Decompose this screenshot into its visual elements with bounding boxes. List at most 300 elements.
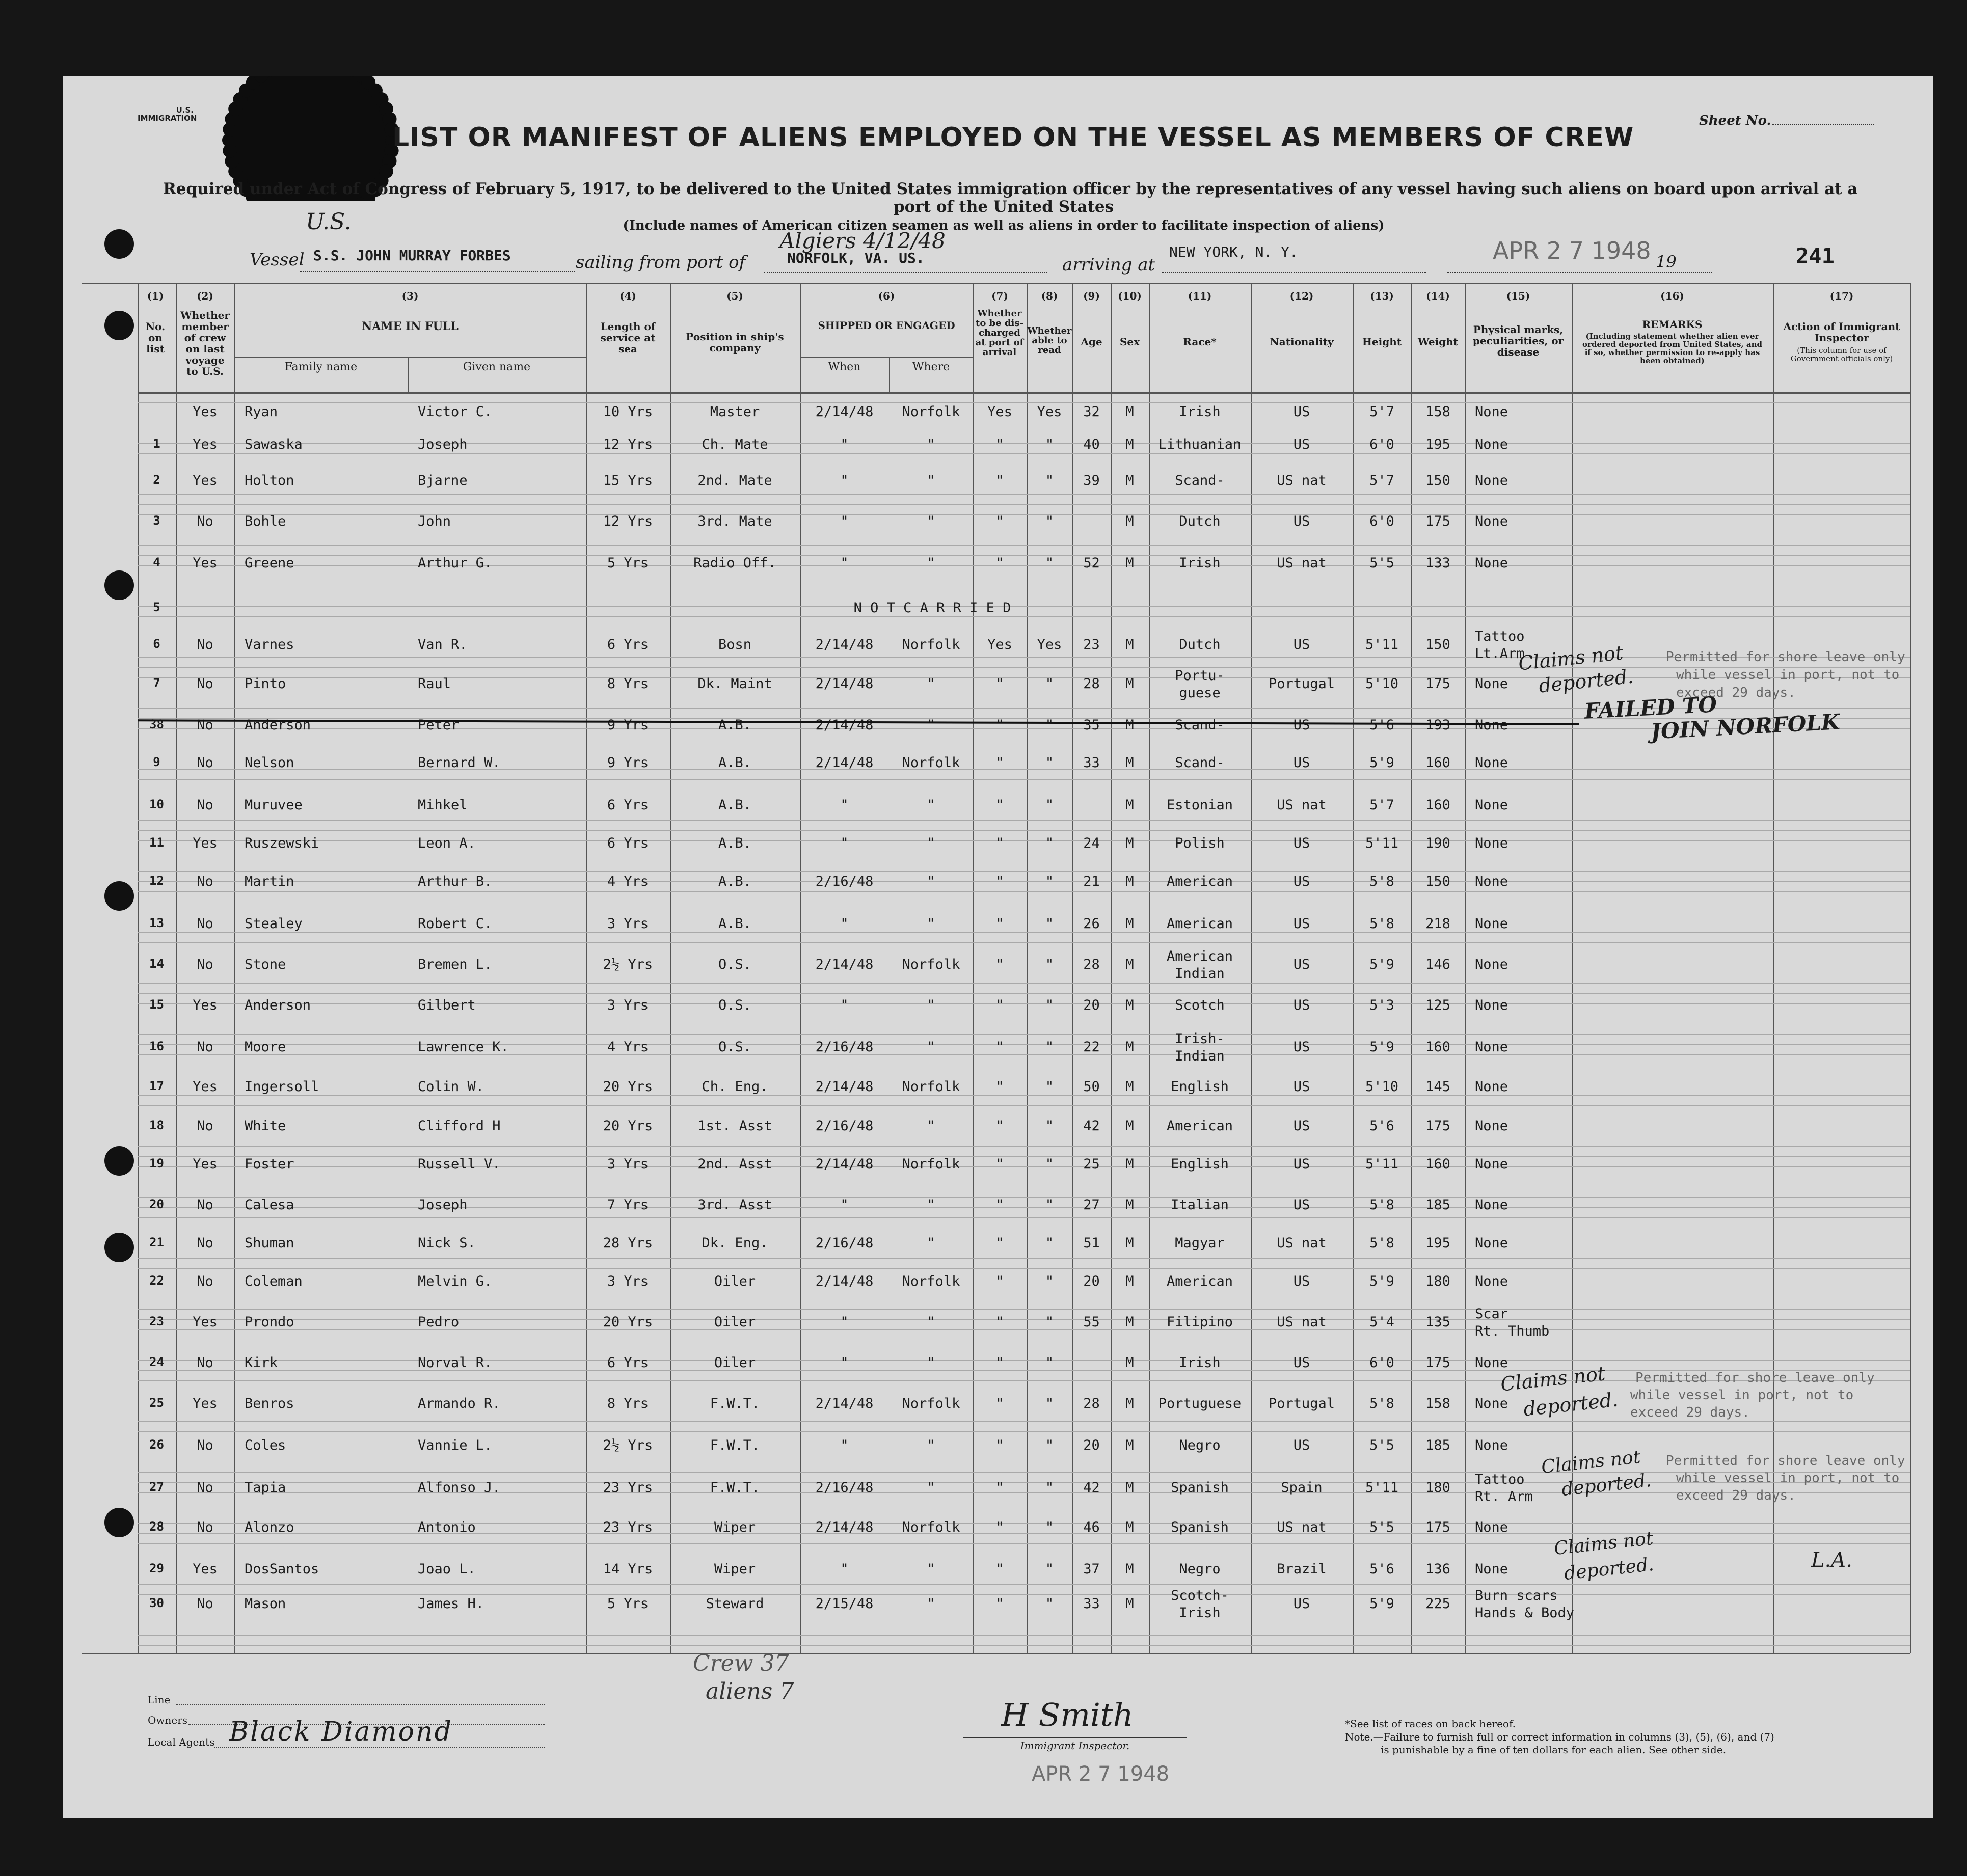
crew-last-voyage-cell: No bbox=[197, 1197, 213, 1213]
row-number: 13 bbox=[149, 916, 164, 930]
given-name-cell: Nick S. bbox=[418, 1235, 476, 1251]
position-cell: F.W.T. bbox=[710, 1480, 760, 1496]
able-to-read-cell: " bbox=[1045, 1079, 1054, 1095]
shipped-when-cell: " bbox=[840, 1314, 849, 1330]
crew-last-voyage-cell: Yes bbox=[193, 1396, 218, 1411]
given-name-cell: Robert C. bbox=[418, 916, 493, 932]
position-cell: A.B. bbox=[718, 797, 752, 813]
nationality-cell: US bbox=[1293, 835, 1310, 851]
crew-last-voyage-cell: No bbox=[197, 1355, 213, 1371]
shipped-when-cell: " bbox=[840, 1197, 849, 1213]
weight-cell: 185 bbox=[1425, 1437, 1450, 1453]
family-name-cell: Muruvee bbox=[245, 797, 303, 813]
row-number: 12 bbox=[149, 874, 164, 888]
row-number: 16 bbox=[149, 1039, 164, 1053]
remark-handwritten: Claims not bbox=[1499, 1362, 1607, 1396]
row-number: 4 bbox=[153, 555, 160, 569]
shipped-when-cell: " bbox=[840, 555, 849, 571]
age-cell: 40 bbox=[1083, 437, 1100, 452]
able-to-read-cell: " bbox=[1045, 473, 1054, 488]
nationality-cell: US bbox=[1293, 1039, 1310, 1055]
service-length-cell: 14 Yrs bbox=[603, 1561, 653, 1577]
shipped-when-cell: 2/14/48 bbox=[815, 755, 874, 771]
col-num: (3) bbox=[401, 290, 419, 302]
row-number: 26 bbox=[149, 1437, 164, 1452]
age-cell: 35 bbox=[1083, 717, 1100, 733]
height-cell: 6'0 bbox=[1369, 437, 1394, 452]
service-length-cell: 8 Yrs bbox=[607, 1396, 649, 1411]
weight-cell: 133 bbox=[1425, 555, 1450, 571]
weight-cell: 175 bbox=[1425, 1355, 1450, 1371]
col-label: SHIPPED OR ENGAGED bbox=[818, 319, 955, 332]
weight-cell: 175 bbox=[1425, 1118, 1450, 1134]
weight-cell: 185 bbox=[1425, 1197, 1450, 1213]
height-cell: 5'6 bbox=[1369, 717, 1394, 733]
family-name-cell: Shuman bbox=[245, 1235, 294, 1251]
remark-handwritten: deported. bbox=[1538, 665, 1635, 697]
race-cell: American bbox=[1166, 948, 1233, 964]
shipped-where-cell: Norfolk bbox=[902, 755, 960, 771]
discharged-cell: " bbox=[995, 1079, 1004, 1095]
instructions: (Include names of American citizen seamen as well as aliens in order to facilitate inspection of aliens) bbox=[623, 218, 1385, 233]
shipped-when-cell: 2/14/48 bbox=[815, 676, 874, 692]
weight-cell: 175 bbox=[1425, 1519, 1450, 1535]
shipped-when-cell: " bbox=[840, 1355, 849, 1371]
weight-cell: 145 bbox=[1425, 1079, 1450, 1095]
aliens-count-note: aliens 7 bbox=[706, 1678, 794, 1704]
nationality-cell: US bbox=[1293, 997, 1310, 1013]
race-cell: Estonian bbox=[1166, 797, 1233, 813]
age-cell: 21 bbox=[1083, 874, 1100, 889]
given-name-cell: Victor C. bbox=[418, 404, 493, 420]
col-num: (4) bbox=[619, 290, 636, 302]
able-to-read-cell: " bbox=[1045, 1596, 1054, 1612]
given-name-cell: Norval R. bbox=[418, 1355, 493, 1371]
crew-last-voyage-cell: No bbox=[197, 1118, 213, 1134]
sex-cell: M bbox=[1125, 1273, 1134, 1289]
discharged-cell: " bbox=[995, 797, 1004, 813]
sailing-handwritten-note: Algiers 4/12/48 bbox=[779, 228, 946, 253]
weight-cell: 193 bbox=[1425, 717, 1450, 733]
crew-last-voyage-cell: No bbox=[197, 1596, 213, 1612]
shipped-when-cell: 2/16/48 bbox=[815, 874, 874, 889]
able-to-read-cell: " bbox=[1045, 1437, 1054, 1453]
discharged-cell: " bbox=[995, 1039, 1004, 1055]
remark-stamp: while vessel in port, not to bbox=[1676, 667, 1900, 683]
row-number: 27 bbox=[149, 1480, 164, 1494]
height-cell: 5'6 bbox=[1369, 1118, 1394, 1134]
position-cell: 1st. Asst bbox=[697, 1118, 772, 1134]
shipped-where-cell: " bbox=[927, 1437, 935, 1453]
position-cell: Radio Off. bbox=[693, 555, 776, 571]
nationality-cell: US bbox=[1293, 1596, 1310, 1612]
service-length-cell: 20 Yrs bbox=[603, 1079, 653, 1095]
race-cell: American bbox=[1166, 874, 1233, 889]
age-cell: 27 bbox=[1083, 1197, 1100, 1213]
nationality-cell: US nat bbox=[1277, 1314, 1327, 1330]
shipped-when-cell: 2/14/48 bbox=[815, 637, 874, 652]
able-to-read-cell: " bbox=[1045, 797, 1054, 813]
given-name-cell: Antonio bbox=[418, 1519, 476, 1535]
crew-last-voyage-cell: No bbox=[197, 1235, 213, 1251]
col-num: (10) bbox=[1118, 290, 1142, 302]
age-cell: 33 bbox=[1083, 1596, 1100, 1612]
position-cell: 3rd. Asst bbox=[697, 1197, 772, 1213]
family-name-cell: Greene bbox=[245, 555, 294, 571]
row-number: 15 bbox=[149, 997, 164, 1012]
service-length-cell: 15 Yrs bbox=[603, 473, 653, 488]
sex-cell: M bbox=[1125, 1079, 1134, 1095]
race-cell: English bbox=[1171, 1156, 1229, 1172]
sex-cell: M bbox=[1125, 1039, 1134, 1055]
height-cell: 5'9 bbox=[1369, 1039, 1394, 1055]
shipped-when-cell: 2/14/48 bbox=[815, 1273, 874, 1289]
col-label: Length of service at sea bbox=[600, 320, 656, 355]
position-cell: Steward bbox=[706, 1596, 764, 1612]
shipped-where-cell: " bbox=[927, 473, 935, 488]
shipped-when-cell: " bbox=[840, 916, 849, 932]
row-number: 9 bbox=[153, 755, 160, 769]
nationality-cell: US nat bbox=[1277, 1235, 1327, 1251]
sex-cell: M bbox=[1125, 404, 1134, 420]
physical-marks-cell: None bbox=[1475, 874, 1508, 889]
crew-last-voyage-cell: No bbox=[197, 1519, 213, 1535]
crew-last-voyage-cell: No bbox=[197, 637, 213, 652]
weight-cell: 195 bbox=[1425, 437, 1450, 452]
race-cell-line2: Indian bbox=[1175, 966, 1225, 982]
able-to-read-cell: " bbox=[1045, 755, 1054, 771]
given-name-cell: Leon A. bbox=[418, 835, 476, 851]
able-to-read-cell: " bbox=[1045, 957, 1054, 972]
physical-marks-cell: None bbox=[1475, 1437, 1508, 1453]
race-cell: Irish- bbox=[1175, 1031, 1225, 1047]
family-name-cell: Stealey bbox=[245, 916, 303, 932]
row-number: 18 bbox=[149, 1118, 164, 1132]
height-cell: 5'8 bbox=[1369, 1235, 1394, 1251]
age-cell: 33 bbox=[1083, 755, 1100, 771]
given-name-cell: Colin W. bbox=[418, 1079, 484, 1095]
height-cell: 5'3 bbox=[1369, 997, 1394, 1013]
vessel-name: S.S. JOHN MURRAY FORBES bbox=[313, 247, 511, 264]
shipped-where-cell: Norfolk bbox=[902, 1079, 960, 1095]
col-label: Race* bbox=[1183, 336, 1217, 348]
remark-handwritten: deported. bbox=[1563, 1554, 1655, 1585]
position-cell: 2nd. Asst bbox=[697, 1156, 772, 1172]
service-length-cell: 9 Yrs bbox=[607, 717, 649, 733]
age-cell: 20 bbox=[1083, 1437, 1100, 1453]
sex-cell: M bbox=[1125, 555, 1134, 571]
position-cell: O.S. bbox=[718, 1039, 752, 1055]
nationality-cell: US bbox=[1293, 916, 1310, 932]
shipped-when-cell: 2/14/48 bbox=[815, 717, 874, 733]
service-length-cell: 4 Yrs bbox=[607, 874, 649, 889]
sex-cell: M bbox=[1125, 1118, 1134, 1134]
row-number: 1 bbox=[153, 437, 160, 451]
shipped-when-cell: 2/16/48 bbox=[815, 1039, 874, 1055]
row-number: 3 bbox=[153, 513, 160, 528]
race-cell: Scotch bbox=[1175, 997, 1225, 1013]
col-label: Whether to be dis-charged at port of arrival bbox=[975, 308, 1024, 358]
physical-marks-cell: None bbox=[1475, 916, 1508, 932]
family-name-cell: Foster bbox=[245, 1156, 294, 1172]
discharged-cell: " bbox=[995, 1118, 1004, 1134]
shipped-where-cell: " bbox=[927, 1355, 935, 1371]
family-name-cell: Anderson bbox=[245, 717, 311, 733]
physical-marks-cell: Tattoo bbox=[1475, 629, 1525, 644]
position-cell: Ch. Mate bbox=[702, 437, 768, 452]
position-cell: O.S. bbox=[718, 997, 752, 1013]
family-name-cell: Varnes bbox=[245, 637, 294, 652]
shipped-when-cell: 2/14/48 bbox=[815, 1396, 874, 1411]
shipped-when-cell: 2/16/48 bbox=[815, 1235, 874, 1251]
position-cell: Oiler bbox=[714, 1355, 756, 1371]
remark-stamp: while vessel in port, not to bbox=[1630, 1388, 1854, 1403]
height-cell: 5'4 bbox=[1369, 1314, 1394, 1330]
weight-cell: 160 bbox=[1425, 755, 1450, 771]
col-label: Whether able to read bbox=[1027, 325, 1072, 356]
race-cell: Portuguese bbox=[1158, 1396, 1242, 1411]
shipped-when-cell: 2/14/48 bbox=[815, 1079, 874, 1095]
age-cell: 51 bbox=[1083, 1235, 1100, 1251]
family-name-cell: Mason bbox=[245, 1596, 286, 1612]
shipped-when-cell: 2/14/48 bbox=[815, 1156, 874, 1172]
able-to-read-cell: Yes bbox=[1037, 404, 1062, 420]
nationality-cell: Portugal bbox=[1268, 676, 1335, 692]
shipped-when-cell: " bbox=[840, 1437, 849, 1453]
row-number: 30 bbox=[149, 1596, 164, 1610]
row-number: 22 bbox=[149, 1273, 164, 1288]
nationality-cell: US nat bbox=[1277, 555, 1327, 571]
shipped-when-cell: " bbox=[840, 797, 849, 813]
crew-last-voyage-cell: Yes bbox=[193, 404, 218, 420]
height-cell: 5'8 bbox=[1369, 1197, 1394, 1213]
weight-cell: 195 bbox=[1425, 1235, 1450, 1251]
crew-last-voyage-cell: Yes bbox=[193, 555, 218, 571]
position-cell: A.B. bbox=[718, 717, 752, 733]
discharged-cell: " bbox=[995, 1437, 1004, 1453]
shipped-where-cell: " bbox=[927, 437, 935, 452]
shipped-when-cell: " bbox=[840, 473, 849, 488]
family-name-cell: Alonzo bbox=[245, 1519, 294, 1535]
physical-marks-cell: None bbox=[1475, 717, 1508, 733]
sex-cell: M bbox=[1125, 957, 1134, 972]
height-cell: 5'5 bbox=[1369, 1519, 1394, 1535]
arriving-label: arriving at bbox=[1062, 255, 1155, 275]
shipped-where-cell: " bbox=[927, 916, 935, 932]
service-length-cell: 6 Yrs bbox=[607, 835, 649, 851]
service-length-cell: 6 Yrs bbox=[607, 1355, 649, 1371]
service-length-cell: 4 Yrs bbox=[607, 1039, 649, 1055]
physical-marks-cell: Tattoo bbox=[1475, 1472, 1525, 1487]
col-sublabel: Given name bbox=[463, 361, 531, 373]
shipped-where-cell: " bbox=[927, 835, 935, 851]
race-cell-line2: guese bbox=[1179, 685, 1221, 701]
able-to-read-cell: " bbox=[1045, 1235, 1054, 1251]
position-cell: Oiler bbox=[714, 1314, 756, 1330]
nationality-cell: US nat bbox=[1277, 797, 1327, 813]
family-name-cell: Coleman bbox=[245, 1273, 303, 1289]
arrival-date-stamp: APR 2 7 1948 bbox=[1493, 237, 1651, 264]
nationality-cell: US bbox=[1293, 874, 1310, 889]
given-name-cell: Gilbert bbox=[418, 997, 476, 1013]
nationality-cell: Brazil bbox=[1277, 1561, 1327, 1577]
physical-marks-cell-line2: Rt. Arm bbox=[1475, 1489, 1533, 1505]
local-agents-value: Black Diamond bbox=[229, 1717, 453, 1747]
able-to-read-cell: " bbox=[1045, 1118, 1054, 1134]
col-label: Physical marks, peculiarities, or disease bbox=[1472, 323, 1564, 358]
remark-stamp: Permitted for shore leave only bbox=[1666, 1453, 1905, 1469]
service-length-cell: 12 Yrs bbox=[603, 437, 653, 452]
weight-cell: 125 bbox=[1425, 997, 1450, 1013]
height-cell: 5'7 bbox=[1369, 404, 1394, 420]
remark-handwritten: Claims not bbox=[1553, 1528, 1655, 1560]
position-cell: F.W.T. bbox=[710, 1437, 760, 1453]
remark-stamp: while vessel in port, not to bbox=[1676, 1471, 1900, 1486]
family-name-cell: Prondo bbox=[245, 1314, 294, 1330]
nationality-cell: US bbox=[1293, 1273, 1310, 1289]
row-number: 17 bbox=[149, 1079, 164, 1093]
given-name-cell: Bjarne bbox=[418, 473, 468, 488]
height-cell: 5'11 bbox=[1365, 637, 1399, 652]
able-to-read-cell: " bbox=[1045, 437, 1054, 452]
crew-last-voyage-cell: Yes bbox=[193, 1079, 218, 1095]
race-cell: Italian bbox=[1171, 1197, 1229, 1213]
shipped-when-cell: 2/14/48 bbox=[815, 957, 874, 972]
able-to-read-cell: " bbox=[1045, 1561, 1054, 1577]
sailing-label: sailing from port of bbox=[576, 252, 746, 273]
discharged-cell: " bbox=[995, 1596, 1004, 1612]
weight-cell: 150 bbox=[1425, 637, 1450, 652]
shipped-when-cell: 2/16/48 bbox=[815, 1480, 874, 1496]
weight-cell: 160 bbox=[1425, 1156, 1450, 1172]
col-num: (14) bbox=[1426, 290, 1450, 302]
service-length-cell: 7 Yrs bbox=[607, 1197, 649, 1213]
position-cell: Dk. Maint bbox=[697, 676, 772, 692]
col-num: (17) bbox=[1829, 290, 1854, 302]
discharged-cell: " bbox=[995, 874, 1004, 889]
age-cell: 52 bbox=[1083, 555, 1100, 571]
row-number: 21 bbox=[149, 1235, 164, 1249]
col-num: (1) bbox=[147, 290, 164, 302]
binder-hole bbox=[104, 570, 134, 600]
physical-marks-cell: None bbox=[1475, 473, 1508, 488]
able-to-read-cell: " bbox=[1045, 1355, 1054, 1371]
weight-cell: 180 bbox=[1425, 1480, 1450, 1496]
race-cell: Dutch bbox=[1179, 513, 1221, 529]
shipped-where-cell: Norfolk bbox=[902, 1396, 960, 1411]
weight-cell: 160 bbox=[1425, 797, 1450, 813]
physical-marks-cell: None bbox=[1475, 1396, 1508, 1411]
able-to-read-cell: " bbox=[1045, 874, 1054, 889]
given-name-cell: Armando R. bbox=[418, 1396, 501, 1411]
able-to-read-cell: " bbox=[1045, 717, 1054, 733]
given-name-cell: James H. bbox=[418, 1596, 484, 1612]
able-to-read-cell: " bbox=[1045, 1039, 1054, 1055]
family-name-cell: Martin bbox=[245, 874, 294, 889]
family-name-cell: Benros bbox=[245, 1396, 294, 1411]
height-cell: 5'9 bbox=[1369, 957, 1394, 972]
physical-marks-cell: None bbox=[1475, 404, 1508, 420]
service-length-cell: 8 Yrs bbox=[607, 676, 649, 692]
family-name-cell: Kirk bbox=[245, 1355, 278, 1371]
service-length-cell: 28 Yrs bbox=[603, 1235, 653, 1251]
service-length-cell: 3 Yrs bbox=[607, 1273, 649, 1289]
height-cell: 5'9 bbox=[1369, 755, 1394, 771]
sex-cell: M bbox=[1125, 1480, 1134, 1496]
discharged-cell: " bbox=[995, 555, 1004, 571]
crew-last-voyage-cell: No bbox=[197, 797, 213, 813]
race-cell-line2: Irish bbox=[1179, 1605, 1221, 1621]
remark-stamp: Permitted for shore leave only bbox=[1635, 1370, 1875, 1385]
nationality-cell: US nat bbox=[1277, 473, 1327, 488]
sex-cell: M bbox=[1125, 835, 1134, 851]
sex-cell: M bbox=[1125, 676, 1134, 692]
col-label: NAME IN FULL bbox=[362, 320, 459, 333]
able-to-read-cell: " bbox=[1045, 1156, 1054, 1172]
able-to-read-cell: " bbox=[1045, 1519, 1054, 1535]
shipped-where-cell: " bbox=[927, 1197, 935, 1213]
family-name-cell: Stone bbox=[245, 957, 286, 972]
age-cell: 28 bbox=[1083, 957, 1100, 972]
sex-cell: M bbox=[1125, 1396, 1134, 1411]
physical-marks-cell: Burn scars bbox=[1475, 1588, 1558, 1603]
inspector-initials: L.A. bbox=[1811, 1548, 1852, 1572]
family-name-cell: Tapia bbox=[245, 1480, 286, 1496]
inspector-signature: H Smith bbox=[1001, 1696, 1134, 1733]
family-name-cell: Nelson bbox=[245, 755, 294, 771]
physical-marks-cell: None bbox=[1475, 1273, 1508, 1289]
col-num: (2) bbox=[197, 290, 213, 302]
family-name-cell: Ruszewski bbox=[245, 835, 319, 851]
age-cell: 24 bbox=[1083, 835, 1100, 851]
weight-cell: 150 bbox=[1425, 473, 1450, 488]
sex-cell: M bbox=[1125, 797, 1134, 813]
sex-cell: M bbox=[1125, 513, 1134, 529]
family-name-cell: Calesa bbox=[245, 1197, 294, 1213]
discharged-cell: " bbox=[995, 1396, 1004, 1411]
sex-cell: M bbox=[1125, 1235, 1134, 1251]
given-name-cell: Alfonso J. bbox=[418, 1480, 501, 1496]
nationality-cell: Spain bbox=[1281, 1480, 1323, 1496]
race-cell: Scand- bbox=[1175, 473, 1225, 488]
position-cell: Ch. Eng. bbox=[702, 1079, 768, 1095]
crew-last-voyage-cell: No bbox=[197, 957, 213, 972]
position-cell: Wiper bbox=[714, 1519, 756, 1535]
given-name-cell: Vannie L. bbox=[418, 1437, 493, 1453]
col-sublabel: When bbox=[828, 361, 861, 373]
given-name-cell: Van R. bbox=[418, 637, 468, 652]
age-cell: 42 bbox=[1083, 1118, 1100, 1134]
race-cell: Irish bbox=[1179, 1355, 1221, 1371]
position-cell: Dk. Eng. bbox=[702, 1235, 768, 1251]
row-number: 23 bbox=[149, 1314, 164, 1328]
given-name-cell: Peter bbox=[418, 717, 460, 733]
given-name-cell: Bremen L. bbox=[418, 957, 493, 972]
discharged-cell: " bbox=[995, 916, 1004, 932]
shipped-when-cell: 2/14/48 bbox=[815, 404, 874, 420]
height-cell: 6'0 bbox=[1369, 1355, 1394, 1371]
weight-cell: 158 bbox=[1425, 1396, 1450, 1411]
given-name-cell: Pedro bbox=[418, 1314, 460, 1330]
discharged-cell: " bbox=[995, 1355, 1004, 1371]
discharged-cell: " bbox=[995, 1480, 1004, 1496]
race-cell: Filipino bbox=[1166, 1314, 1233, 1330]
crew-last-voyage-cell: Yes bbox=[193, 437, 218, 452]
family-name-cell: Sawaska bbox=[245, 437, 303, 452]
remark-handwritten: Claims not bbox=[1540, 1446, 1642, 1478]
discharged-cell: " bbox=[995, 1235, 1004, 1251]
row-number: 2 bbox=[153, 473, 160, 487]
